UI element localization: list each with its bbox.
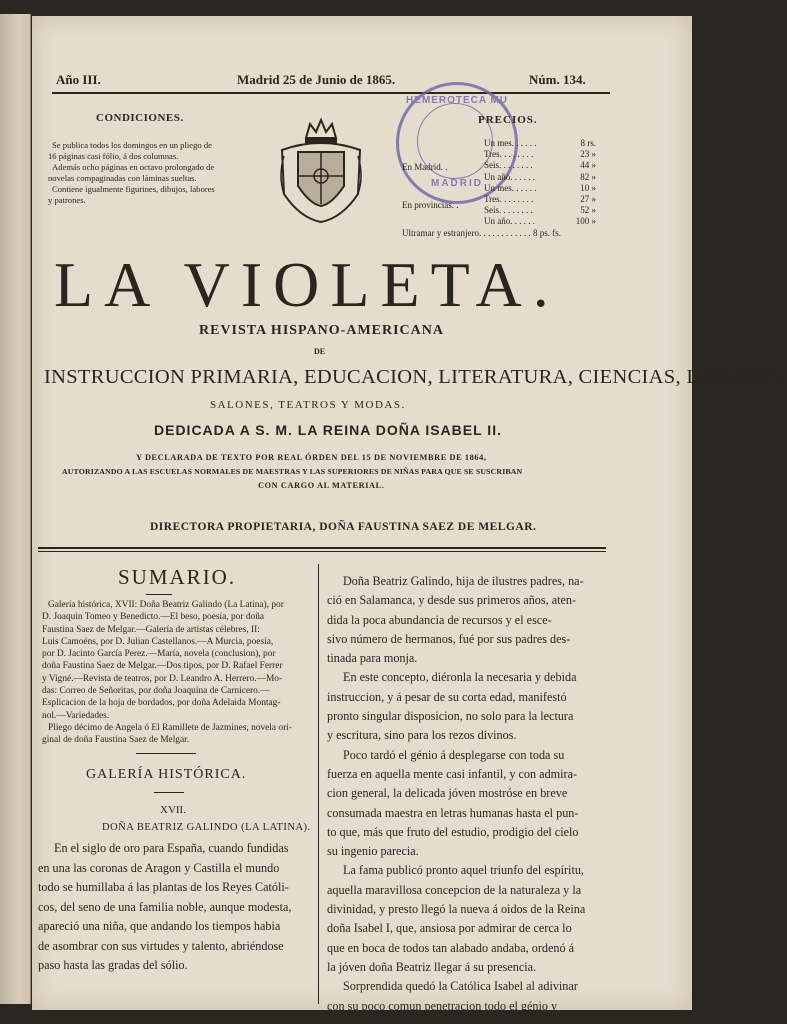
price-period: Tres. . . . . . . .	[484, 194, 534, 204]
sumario-line: doña Faustina Saez de Melgar.—Dos tipos, por D. Rafael Ferrer	[42, 661, 283, 672]
conditions-line: 16 páginas casi fólio, á dos columnas.	[48, 151, 179, 161]
galeria-line: En el siglo de oro para España, cuando fundidas	[54, 841, 289, 855]
newspaper-page	[32, 16, 787, 1013]
masthead-topics: INSTRUCCION PRIMARIA, EDUCACION, LITERATURA, CIENCIAS, LABORES,	[44, 366, 787, 388]
article-line: En este concepto, diéronla la necesaria y debida	[343, 670, 577, 685]
article-line: ció en Salamanca, y desde sus primeros años, aten-	[327, 593, 577, 608]
prices-madrid-label: En Madrid. .	[402, 162, 448, 172]
price-period: Un año. . . . . .	[484, 216, 535, 227]
price-amount: 8 rs.	[580, 138, 596, 148]
article-line: y escritura, sino para los rezos divinos.	[327, 728, 517, 743]
stamp-bottom-text: MADRID	[431, 178, 483, 189]
price-period: Un año. . . . . .	[484, 171, 535, 182]
issue-date: Madrid 25 de Junio de 1865.	[237, 72, 396, 87]
galeria-line: paso hasta las gradas del sólio.	[38, 958, 188, 972]
article-line: tinada para monja.	[327, 651, 418, 666]
article-line: la jóven doña Beatriz llegar á su presencia.	[327, 959, 537, 974]
sumario-line: das: Correo de Señoritas, por doña Joaquina de Carnicero.—	[42, 686, 270, 697]
price-period: Seis. . . . . . . .	[484, 160, 533, 171]
article-line: que en boca de todos tan alabado andaba, ordenó á	[327, 940, 575, 955]
sumario-line: por D. Jacinto García Perez.—María, novela (conclusion), por	[42, 649, 276, 660]
galeria-number: XVII.	[160, 804, 186, 816]
conditions-text	[48, 140, 215, 206]
article-line: Sorprendida quedó la Católica Isabel al adivinar	[343, 979, 578, 994]
masthead-subtitle: REVISTA HISPANO-AMERICANA	[199, 323, 445, 338]
declaration-line-2: AUTORIZANDO A LAS ESCUELAS NORMALES DE MAESTRAS Y LAS SUPERIORES DE NIÑAS PARA QUE SE SUSCRIBAN	[62, 467, 523, 476]
article-text	[327, 572, 585, 1016]
article-line: Doña Beatriz Galindo, hija de ilustres padres, na-	[343, 574, 584, 588]
conditions-line: novelas compaginadas con láminas sueltas.	[48, 173, 197, 183]
dedication: DEDICADA A S. M. LA REINA DOÑA ISABEL II.	[154, 422, 502, 438]
masthead-title: LA VIOLETA.	[54, 249, 560, 320]
price-period: Un mes. . . . . .	[484, 138, 537, 148]
sumario-line: Esplicacion de la hoja de bordados, por doña Adelaida Montag-	[42, 698, 281, 709]
galeria-line: apareció una niña, que andando los tiempos habia	[38, 919, 281, 933]
galeria-rule	[154, 792, 184, 793]
prices-title: PRECIOS.	[478, 114, 538, 126]
sumario-line: D. Joaquin Tomeo y Benedicto.—El beso, poesía, por doña	[42, 612, 265, 623]
article-line: to que, más que fruto del estudio, prodigio del cielo	[327, 824, 579, 839]
price-amount: 100 »	[575, 216, 596, 227]
price-amount: 10 »	[580, 182, 596, 193]
conditions-line: y patrones.	[48, 195, 86, 205]
article-line: aquella maravillosa concepcion de la naturaleza y la	[327, 882, 582, 897]
galeria-text	[38, 839, 292, 976]
article-line: consumada maestra en letras humanas hasta el pun-	[327, 805, 579, 820]
galeria-title: GALERÍA HISTÓRICA.	[86, 767, 247, 782]
price-amount: 44 »	[580, 160, 596, 171]
article-line: fuerza en aquella mente casi infantil, y con admira-	[327, 766, 578, 781]
price-amount: 82 »	[580, 171, 596, 182]
price-amount: 23 »	[580, 149, 596, 160]
article-line: su ingenio parecia.	[327, 844, 419, 859]
galeria-line: de asombrar con sus virtudes y talento, abriéndose	[38, 938, 284, 953]
price-amount: 52 »	[580, 205, 596, 216]
conditions-line: Contiene igualmente figurines, dibujos, labores	[52, 184, 215, 194]
header-rule	[52, 92, 610, 94]
sumario-text	[42, 599, 292, 747]
sumario-line: nol.—Variedades.	[42, 710, 110, 721]
column-divider	[318, 564, 319, 1004]
price-period: Seis. . . . . . . .	[484, 205, 533, 216]
masthead-topics-2: SALONES, TEATROS Y MODAS.	[210, 399, 406, 411]
galeria-line: cos, del seno de una familia noble, aunque modesta,	[38, 899, 292, 914]
year-label: Año III.	[56, 72, 101, 87]
sumario-line: Galería histórica, XVII: Doña Beatriz Galindo (La Latina), por	[48, 600, 284, 610]
declaration-line-3: CON CARGO AL MATERIAL.	[258, 481, 385, 490]
galeria-line: en una las coronas de Aragon y Castilla el mundo	[38, 860, 280, 875]
conditions-line: Se publica todos los domingos en un pliego de	[52, 140, 212, 150]
declaration-line-1: Y DECLARADA DE TEXTO POR REAL ÓRDEN DEL 15 DE NOVIEMBRE DE 1864,	[136, 453, 487, 462]
conditions-line: Además ocho páginas en octavo prolongado de	[52, 162, 215, 172]
galeria-line: todo se humillaba á las plantas de los Reyes Católi-	[38, 880, 289, 894]
sumario-line: Luis Camoéns, por D. Julian Castellanos.—A Murcia, poesía,	[42, 636, 274, 647]
article-line: divinidad, y presto llegó la nueva á oidos de la Reina	[327, 902, 586, 917]
sumario-end-rule	[136, 753, 196, 754]
director-line: DIRECTORA PROPIETARIA, DOÑA FAUSTINA SAEZ DE MELGAR.	[150, 521, 537, 533]
coat-of-arms-icon	[272, 116, 370, 226]
prices-provincias-label: En provincias. .	[402, 200, 459, 210]
article-line: sivo número de hermanos, fué por sus padres des-	[327, 631, 571, 646]
article-line: pronto singular disposicion, no solo para la lectura	[327, 709, 574, 724]
article-line: con su poco comun penetracion todo el génio y	[327, 998, 558, 1013]
sumario-title: SUMARIO.	[118, 565, 237, 589]
article-line: doña Isabel I, que, ansiosa por admirar de cerca lo	[327, 921, 572, 936]
article-line: La fama publicó pronto aquel triunfo del espíritu,	[343, 863, 584, 878]
sumario-line: Pliego décimo de Angela ó El Ramillete de Jazmines, novela ori-	[48, 722, 292, 733]
sumario-line: Faustina Saez de Melgar.—Galería de artistas célebres, II:	[42, 624, 260, 635]
book-spine	[0, 14, 31, 1004]
prices-ultramar: Ultramar y estranjero. . . . . . . . . . . . 8 ps. fs.	[402, 228, 561, 238]
stamp-top-text: HEMEROTECA MU	[405, 95, 509, 106]
sumario-rule	[146, 594, 172, 595]
masthead-de: DE	[314, 347, 326, 356]
price-period: Tres. . . . . . . .	[484, 149, 534, 160]
article-line: Poco tardó el génio á desplegarse con toda su	[343, 747, 565, 762]
sumario-line: y Vigné.—Revista de teatros, por D. Leandro A. Herrero.—Mo-	[42, 673, 283, 684]
article-line: dida la poca abundancia de recursos y el esce-	[327, 612, 552, 627]
article-line: cion general, la delicada jóven mostróse en breve	[327, 786, 568, 801]
price-amount: 27 »	[580, 194, 596, 204]
galeria-subtitle: DOÑA BEATRIZ GALINDO (LA LATINA).	[102, 822, 311, 833]
conditions-title: CONDICIONES.	[96, 112, 184, 124]
masthead-rule-2	[38, 551, 606, 552]
sumario-line: ginal de doña Faustina Saez de Melgar.	[42, 735, 190, 746]
price-period: Un mes. . . . . .	[484, 182, 537, 193]
masthead-rule	[38, 547, 606, 549]
article-line: instruccion, y á pesar de su corta edad, manifestó	[327, 689, 567, 704]
issue-number: Núm. 134.	[529, 72, 586, 87]
